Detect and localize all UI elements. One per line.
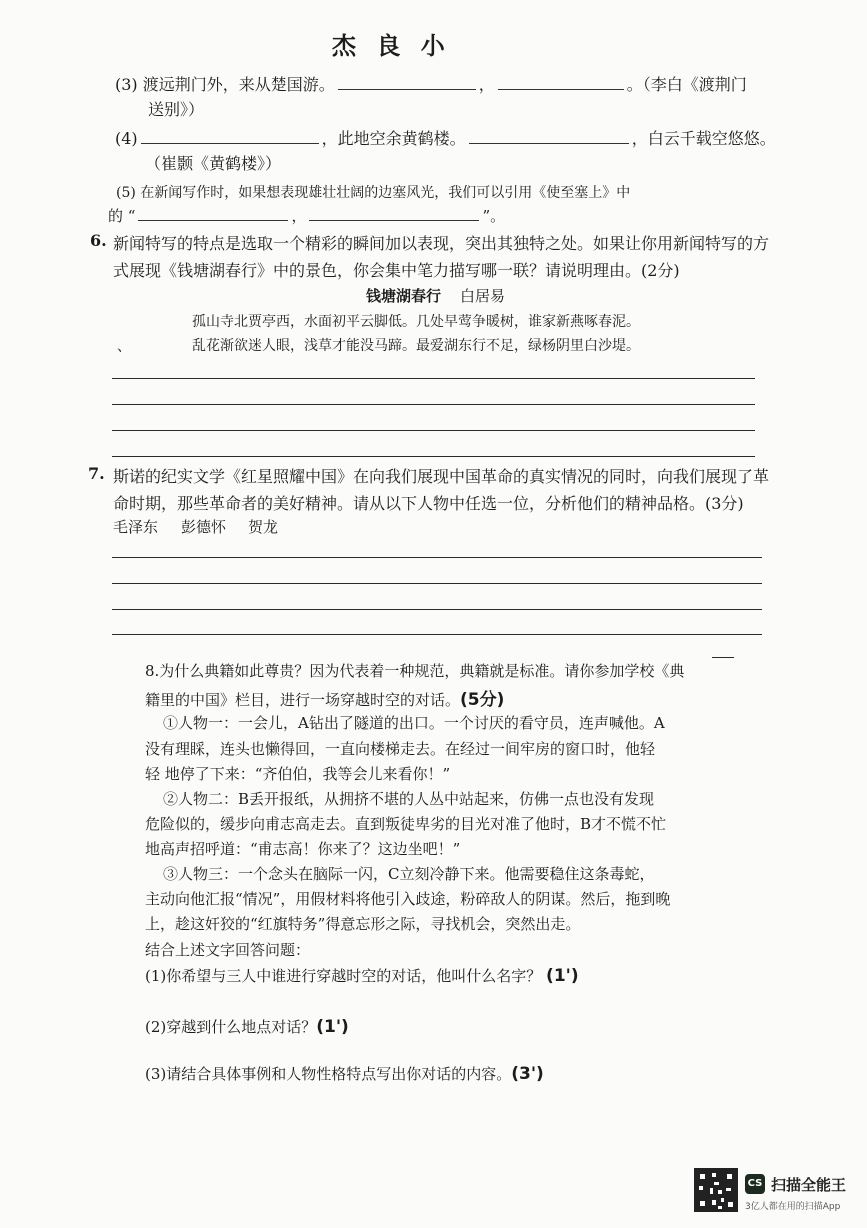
q5-item5-de: 的 “ xyxy=(108,207,136,225)
q8-sub3-mark: (3') xyxy=(511,1064,544,1084)
answer-line[interactable] xyxy=(112,609,762,610)
poem-line1: 孤山寺北贾亭西，水面初平云脚低。几处早莺争暖树，谁家新燕啄春泥。 xyxy=(192,314,640,330)
q8-p1-l1: ①人物一：一会儿，A钻出了隧道的出口。一个讨厌的看守员，连声喊他。A xyxy=(163,714,665,732)
qr-code-icon xyxy=(694,1168,738,1212)
answer-line[interactable] xyxy=(112,583,762,584)
poem-line2: 乱花渐欲迷人眼，浅草才能没马蹄。最爱湖东行不足，绿杨阴里白沙堤。 xyxy=(192,338,640,354)
q8-sub3: (3)请结合具体事例和人物性格特点写出你对话的内容。 xyxy=(145,1065,512,1083)
q8-p3-l2: 主动向他汇报“情况”，用假材料将他引入歧途，粉碎敌人的阴谋。然后，拖到晚 xyxy=(145,890,671,908)
q5-item3-period: 。 xyxy=(626,75,643,94)
q6-line1: 新闻特写的特点是选取一个精彩的瞬间加以表现，突出其独特之处。如果让你用新闻特写的方 xyxy=(113,234,770,253)
q6-line2: 式展现《钱塘湖春行》中的景色，你会集中笔力描写哪一联？请说明理由。(2分) xyxy=(113,261,680,280)
q8-score-mark: (5分) xyxy=(460,690,505,710)
answer-line[interactable] xyxy=(112,456,755,457)
q7-name-2: 彭德怀 xyxy=(181,518,227,536)
q5-item3-line xyxy=(115,72,747,95)
q8-sub2-line xyxy=(145,1016,349,1037)
q8-intro2: 籍里的中国》栏目，进行一场穿越时空的对话。 xyxy=(145,691,461,709)
q8-sub2-mark: (1') xyxy=(316,1017,349,1037)
q5-item5-text: (5) 在新闻写作时，如果想表现雄壮壮阔的边塞风光，我们可以引用《使至塞上》中 xyxy=(116,185,631,201)
q5-item3-source-b: 送别》） xyxy=(148,100,205,119)
scanner-app-logo: CS xyxy=(745,1174,765,1194)
answer-blank[interactable] xyxy=(469,142,629,144)
q5-item5-close: ”。 xyxy=(482,207,506,225)
q5-item4-source: （崔颢《黄鹤楼》） xyxy=(145,154,282,173)
q8-sub2: (2)穿越到什么地点对话？ xyxy=(145,1018,317,1036)
q5-item3-source-a: （李白《渡荆门 xyxy=(642,75,747,94)
q8-p2-l3: 地高声招呼道：“甫志高！你来了？这边坐吧！” xyxy=(145,840,461,858)
answer-line[interactable] xyxy=(112,378,755,379)
q8-sub1-line xyxy=(145,965,579,986)
q8-p1-l3: 轻 地停了下来：“齐伯伯，我等会儿来看你！” xyxy=(145,765,451,783)
scanner-app-name: 扫描全能王 xyxy=(771,1176,847,1194)
q8-p2-l2: 危险似的，缓步向甫志高走去。直到叛徒卑劣的目光对准了他时，B才不慌不忙 xyxy=(145,815,667,833)
q7-name-1: 毛泽东 xyxy=(113,518,159,536)
q8-p3-l1: ③人物三：一个念头在脑际一闪，C立刻冷静下来。他需要稳住这条毒蛇， xyxy=(163,865,655,883)
q6-number: 6. xyxy=(90,231,107,250)
q5-item4-line xyxy=(115,126,776,149)
q8-sub1: (1)你希望与三人中谁进行穿越时空的对话，他叫什么名字？ xyxy=(145,967,542,985)
answer-line[interactable] xyxy=(112,557,762,558)
q8-sub3-line xyxy=(145,1063,544,1084)
q5-item5-comma: ， xyxy=(291,207,307,225)
answer-line[interactable] xyxy=(112,634,762,635)
q7-number: 7. xyxy=(88,464,105,483)
poem-author: 白居易 xyxy=(460,287,506,305)
q7-line1: 斯诺的纪实文学《红星照耀中国》在向我们展现中国革命的真实情况的同时，向我们展现了革 xyxy=(113,467,770,486)
q8-p2-l1: ②人物二：B丢开报纸，从拥挤不堪的人丛中站起来，仿佛一点也没有发现 xyxy=(163,790,655,808)
poem-mark: 、 xyxy=(117,339,131,355)
answer-line[interactable] xyxy=(112,404,755,405)
stray-mark xyxy=(712,657,734,658)
answer-line[interactable] xyxy=(112,430,755,431)
answer-blank[interactable] xyxy=(338,88,476,90)
q8-intro2-line xyxy=(145,685,504,710)
q8-p3-l3: 上，趁这奸狡的“红旗特务”得意忘形之际，寻找机会，突然出走。 xyxy=(145,915,581,933)
answer-blank[interactable] xyxy=(309,219,479,221)
q5-item3-comma: ， xyxy=(478,75,495,94)
poem-title: 钱塘湖春行 xyxy=(366,287,442,305)
q8-prompt: 结合上述文字回答问题： xyxy=(145,941,311,959)
answer-blank[interactable] xyxy=(498,88,624,90)
handwritten-title: 杰 良 小 xyxy=(332,32,451,60)
q7-name-3: 贺龙 xyxy=(248,518,279,536)
q7-line2: 命时期，那些革命者的美好精神。请从以下人物中任选一位，分析他们的精神品格。(3分) xyxy=(113,494,744,513)
answer-blank[interactable] xyxy=(141,142,319,144)
q5-item5-line xyxy=(108,205,505,226)
scanner-app-tagline: 3亿人都在用的扫描App xyxy=(745,1202,841,1212)
q5-item4-mid: ，此地空余黄鹤楼。 xyxy=(321,129,466,148)
q8-p1-l2: 没有理睬，连头也懒得回，一直向楼梯走去。在经过一间牢房的窗口时，他轻 xyxy=(145,740,656,758)
q8-intro1: 8.为什么典籍如此尊贵？因为代表着一种规范，典籍就是标准。请你参加学校《典 xyxy=(145,662,685,680)
q8-sub1-mark: (1') xyxy=(546,966,579,986)
q5-item3-lead: (3) 渡远荆门外，来从楚国游。 xyxy=(115,75,335,94)
answer-blank[interactable] xyxy=(138,219,288,221)
q5-item4-lead: (4) xyxy=(115,129,138,148)
q5-item4-end: ，白云千载空悠悠。 xyxy=(631,129,776,148)
